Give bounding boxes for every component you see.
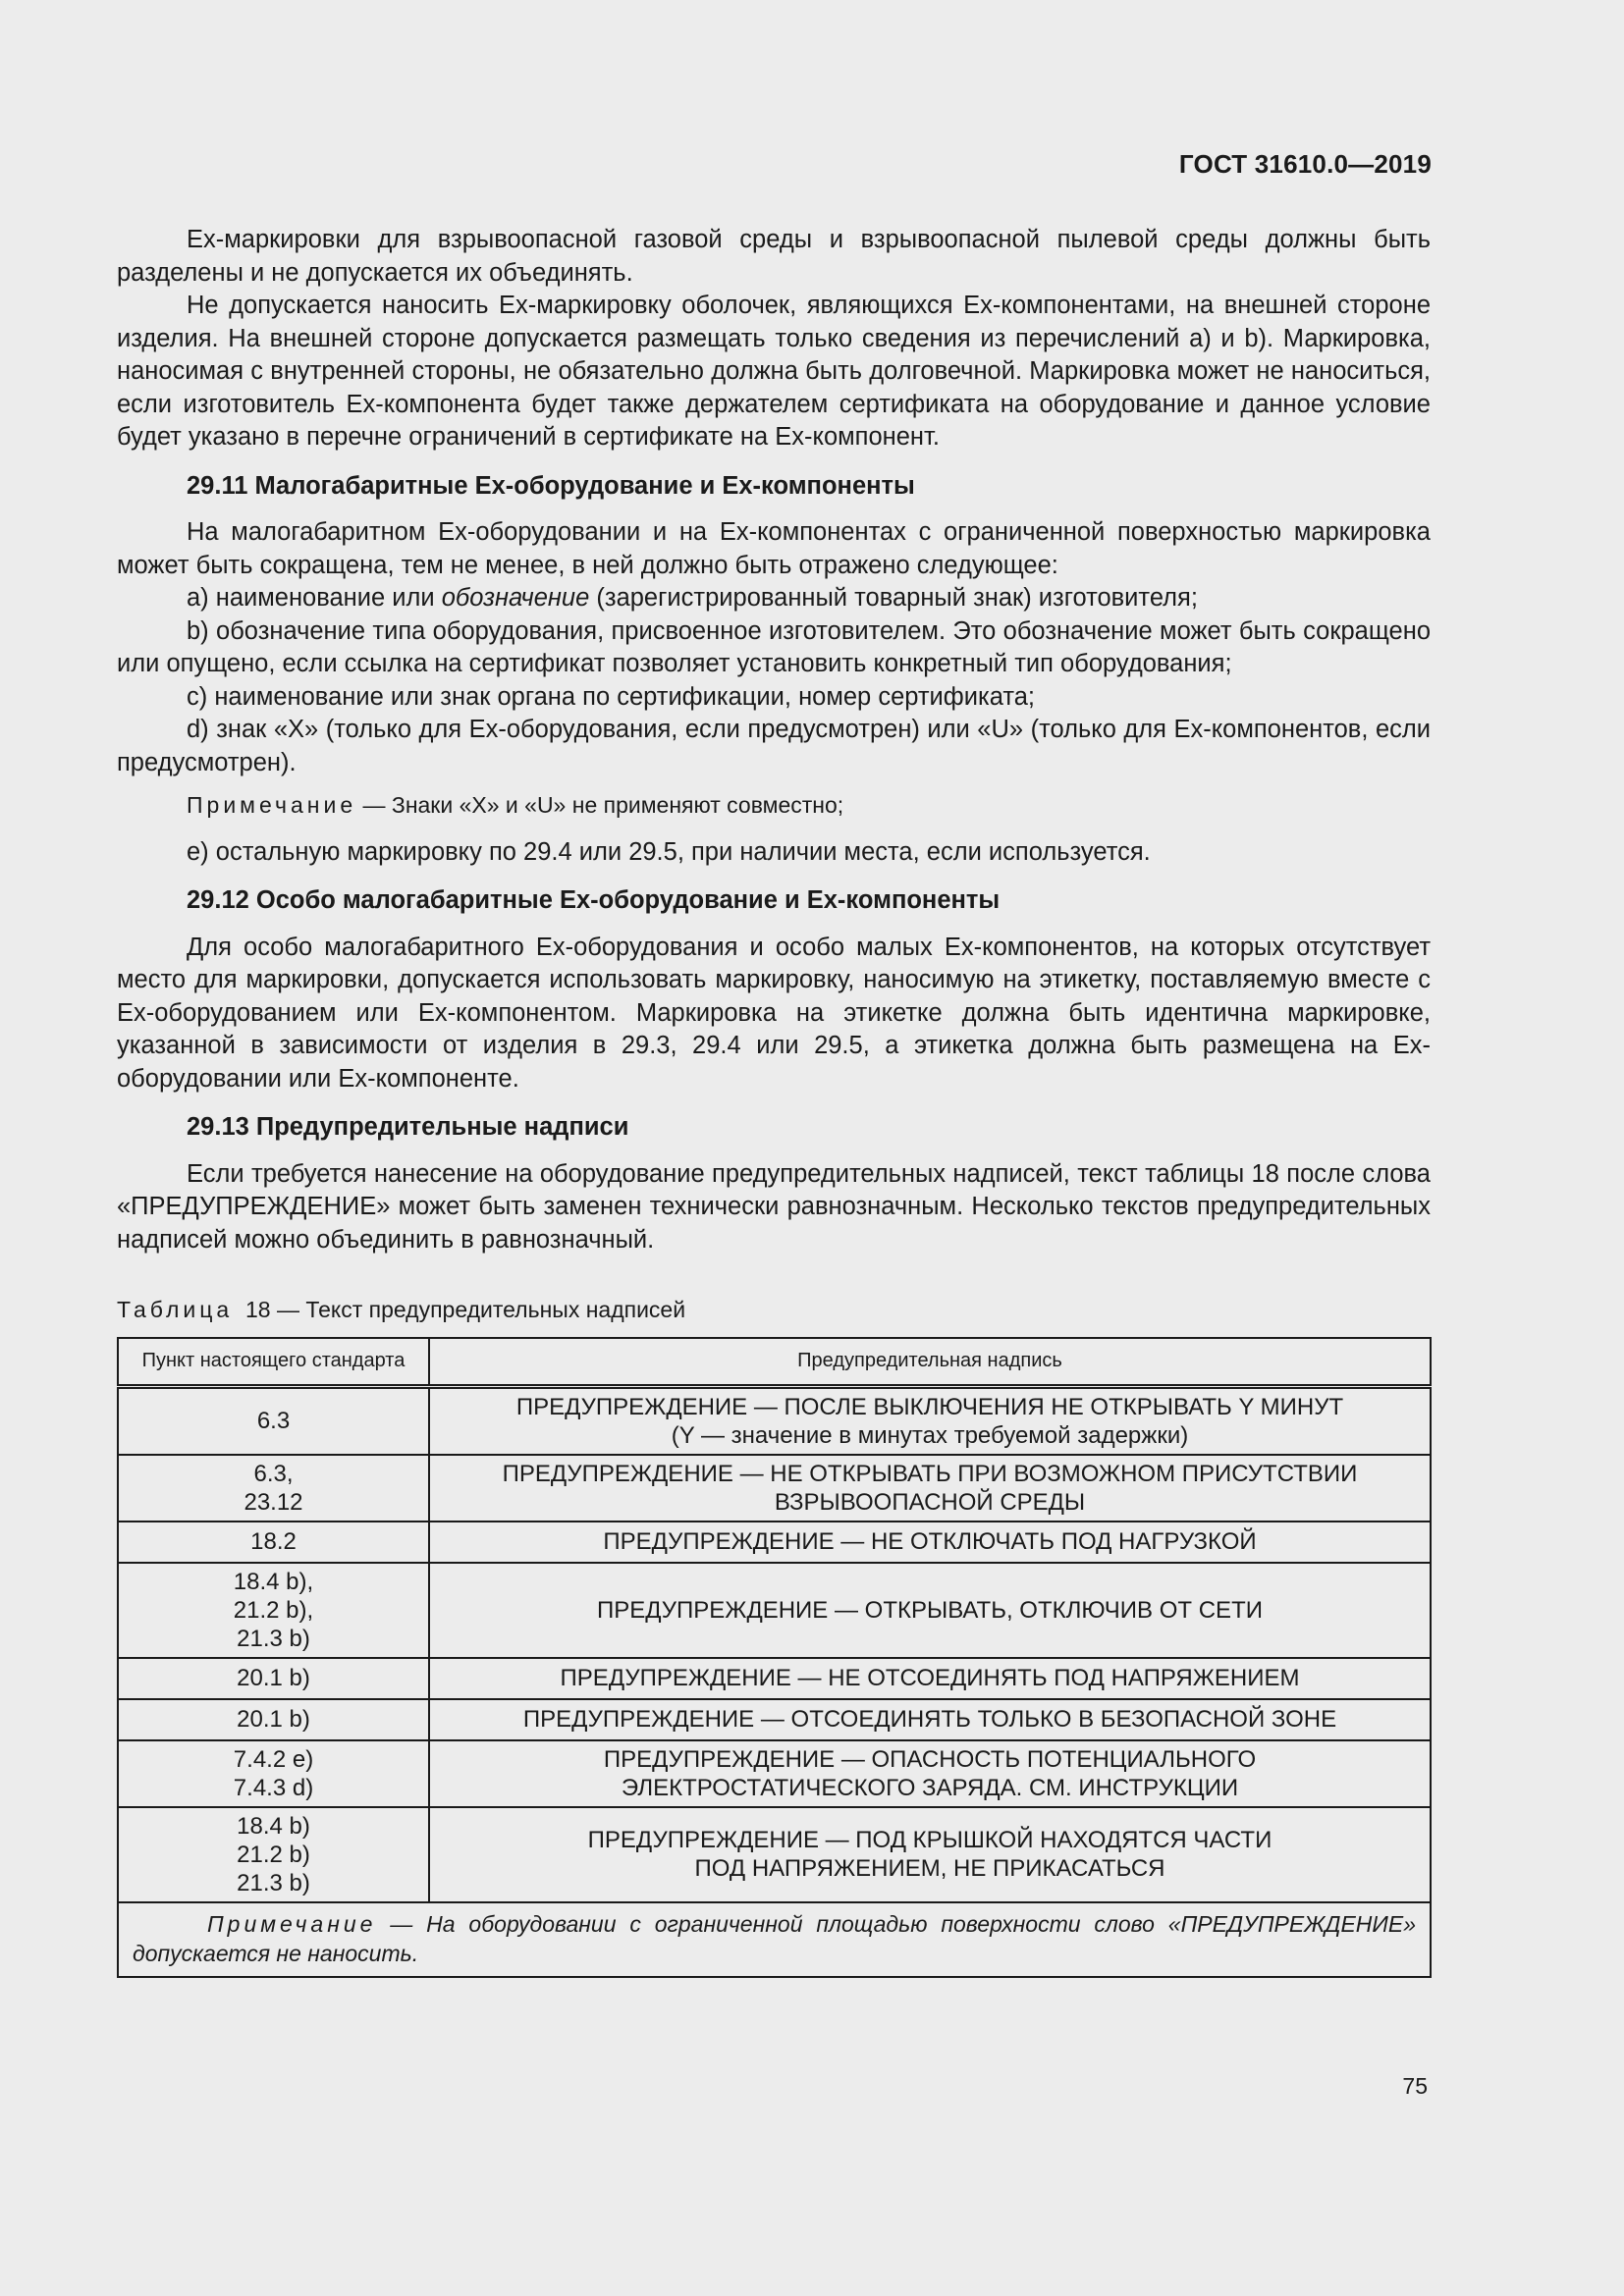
- clause-line: 18.2: [250, 1528, 297, 1555]
- paragraph: Для особо малогабаритного Ех-оборудования и особо малых Ех-компонентов, на которых отсутствует место для маркировки, допускается использовать маркировку, наносимую на этикетку, поставляемую вместе с Ех-оборудованием или Ех-компонентом. Маркировка на этикетке должна быть идентична маркировке, указанной в зависимости от изделия в 29.3, 29.4 или 29.5, а этикетка должна быть размещена на Ех-оборудовании или Ех-компоненте.: [117, 933, 1431, 1093]
- table-row: [118, 1658, 1431, 1699]
- warning-cell: [429, 1563, 1431, 1658]
- list-item-c: c) наименование или знак органа по сертификации, номер сертификата;: [187, 682, 1036, 711]
- list-item-a-prefix: а) наименование или: [187, 584, 442, 612]
- paragraph: Не допускается наносить Ех-маркировку оболочек, являющихся Ех-компонентами, на внешней стороне изделия. На внешней стороне допускается размещать только сведения из перечислений a) и b). Маркировка, наносимая с внутренней стороны, не обязательно должна быть долговечной. Маркировка может не наноситься, если изготовитель Ех-компонента будет также держателем сертификата на оборудование и данное условие будет указано в перечне ограничений в сертификате на Ех-компонент.: [117, 292, 1431, 451]
- list-item-d: d) знак «X» (только для Ех-оборудования, если предусмотрен) или «U» (только для Ех-компонентов, если предусмотрен).: [117, 716, 1431, 776]
- paragraph: Если требуется нанесение на оборудование предупредительных надписей, текст таблицы 18 после слова «ПРЕДУПРЕЖДЕНИЕ» может быть заменен технически равнозначным. Несколько текстов предупредительных надписей можно объединить в равнозначный.: [117, 1159, 1431, 1254]
- list-item-b: b) обозначение типа оборудования, присвоенное изготовителем. Это обозначение может быть сокращено или опущено, если ссылка на сертификат позволяет установить конкретный тип оборудования;: [117, 616, 1431, 677]
- clause-cell: [118, 1658, 429, 1699]
- paragraph: На малогабаритном Ех-оборудовании и на Ех-компонентах с ограниченной поверхностью маркировка может быть сокращена, тем не менее, в ней должно быть отражено следующее:: [117, 518, 1431, 579]
- warning-line: ЭЛЕКТРОСТАТИЧЕСКОГО ЗАРЯДА. СМ. ИНСТРУКЦИИ: [621, 1774, 1239, 1801]
- warning-line: ПРЕДУПРЕЖДЕНИЕ — ОТСОЕДИНЯТЬ ТОЛЬКО В БЕЗОПАСНОЙ ЗОНЕ: [522, 1706, 1337, 1733]
- warning-cell: [429, 1807, 1431, 1902]
- warning-line: ПРЕДУПРЕЖДЕНИЕ — ОТКРЫВАТЬ, ОТКЛЮЧИВ ОТ СЕТИ: [597, 1596, 1263, 1624]
- clause-cell: [118, 1386, 429, 1455]
- clause-line: 18.4 b),: [233, 1568, 314, 1595]
- table-row: [118, 1386, 1431, 1455]
- clause-line: 21.2 b),: [233, 1596, 314, 1624]
- clause-line: 21.3 b): [237, 1869, 310, 1896]
- clause-cell: [118, 1455, 429, 1522]
- clause-cell: [118, 1807, 429, 1902]
- table-caption-label: Таблица: [117, 1297, 234, 1322]
- warning-line: ПРЕДУПРЕЖДЕНИЕ — ПОСЛЕ ВЫКЛЮЧЕНИЯ НЕ ОТКРЫВАТЬ Y МИНУТ: [515, 1393, 1344, 1420]
- clause-line: 7.4.3 d): [233, 1774, 314, 1801]
- table-note-text: — На оборудовании с ограниченной площадью поверхности слово «ПРЕДУПРЕЖДЕНИЕ» допускается не наносить.: [133, 1910, 1416, 1966]
- column-header-clause: Пункт настоящего стандарта: [118, 1338, 429, 1387]
- clause-cell: [118, 1740, 429, 1807]
- warning-cell: [429, 1522, 1431, 1563]
- clause-line: 21.3 b): [237, 1625, 310, 1652]
- table-row: [118, 1455, 1431, 1522]
- clause-cell: [118, 1563, 429, 1658]
- warning-cell: [429, 1386, 1431, 1455]
- table-note: [118, 1902, 1431, 1977]
- table-header-row: [118, 1338, 1431, 1387]
- note-label: Примечание: [187, 792, 357, 818]
- note-text: — Знаки «X» и «U» не применяют совместно;: [356, 792, 844, 818]
- list-item-a: [117, 582, 1431, 615]
- table-row: [118, 1699, 1431, 1740]
- clause-cell: [118, 1699, 429, 1740]
- warning-line: ПРЕДУПРЕЖДЕНИЕ — ПОД КРЫШКОЙ НАХОДЯТСЯ ЧАСТИ: [587, 1827, 1272, 1853]
- warning-line: ПРЕДУПРЕЖДЕНИЕ — НЕ ОТСОЕДИНЯТЬ ПОД НАПРЯЖЕНИЕМ: [560, 1665, 1300, 1691]
- clause-cell: [118, 1522, 429, 1563]
- warning-line: ПРЕДУПРЕЖДЕНИЕ — ОПАСНОСТЬ ПОТЕНЦИАЛЬНОГО: [603, 1745, 1257, 1773]
- warning-cell: [429, 1740, 1431, 1807]
- table-body: [118, 1386, 1431, 1902]
- section-heading-29-12: 29.12 Особо малогабаритные Ех-оборудование и Ех-компоненты: [187, 886, 1001, 914]
- clause-line: 6.3: [256, 1408, 291, 1434]
- note: [117, 789, 1431, 823]
- clause-line: 6.3,: [253, 1460, 294, 1487]
- table-caption-text: 18 — Текст предупредительных надписей: [244, 1297, 686, 1322]
- warning-line: (Y — значение в минутах требуемой задержки): [671, 1421, 1189, 1449]
- section-heading-29-11: 29.11 Малогабаритные Ех-оборудование и Ех-компоненты: [187, 471, 915, 500]
- table-note-label: Примечание: [207, 1910, 377, 1937]
- list-item-a-suffix: (зарегистрированный товарный знак) изготовителя;: [589, 584, 1198, 612]
- standard-header: ГОСТ 31610.0—2019: [1178, 149, 1432, 179]
- list-item-a-italic: обозначение: [441, 584, 590, 612]
- page-content: [117, 224, 1431, 1978]
- clause-line: 23.12: [244, 1488, 303, 1516]
- clause-line: 21.2 b): [237, 1841, 310, 1868]
- list-item-e: e) остальную маркировку по 29.4 или 29.5, при наличии места, если используется.: [187, 837, 1151, 866]
- clause-line: 7.4.2 e): [233, 1745, 314, 1773]
- table-row: [118, 1522, 1431, 1563]
- clause-line: 20.1 b): [237, 1706, 310, 1733]
- table-row: [118, 1807, 1431, 1902]
- paragraph: Ех-маркировки для взрывоопасной газовой среды и взрывоопасной пылевой среды должны быть разделены и не допускается их объединять.: [117, 226, 1431, 287]
- table-row: [118, 1740, 1431, 1807]
- table-note-row: [118, 1902, 1431, 1977]
- table-row: [118, 1563, 1431, 1658]
- clause-line: 20.1 b): [237, 1665, 310, 1691]
- page-number: 75: [1402, 2073, 1428, 2099]
- warning-cell: [429, 1455, 1431, 1522]
- clause-line: 18.4 b): [237, 1812, 310, 1840]
- warning-line: ВЗРЫВООПАСНОЙ СРЕДЫ: [774, 1488, 1086, 1516]
- warning-cell: [429, 1699, 1431, 1740]
- warnings-table: [117, 1337, 1432, 1978]
- column-header-warning: Предупредительная надпись: [429, 1338, 1431, 1387]
- table-caption: [117, 1294, 1431, 1327]
- warning-cell: [429, 1658, 1431, 1699]
- warning-line: ПРЕДУПРЕЖДЕНИЕ — НЕ ОТКЛЮЧАТЬ ПОД НАГРУЗКОЙ: [603, 1528, 1257, 1555]
- section-heading-29-13: 29.13 Предупредительные надписи: [187, 1113, 629, 1141]
- warning-line: ПОД НАПРЯЖЕНИЕМ, НЕ ПРИКАСАТЬСЯ: [694, 1855, 1165, 1882]
- warning-line: ПРЕДУПРЕЖДЕНИЕ — НЕ ОТКРЫВАТЬ ПРИ ВОЗМОЖНОМ ПРИСУТСТВИИ: [502, 1460, 1358, 1487]
